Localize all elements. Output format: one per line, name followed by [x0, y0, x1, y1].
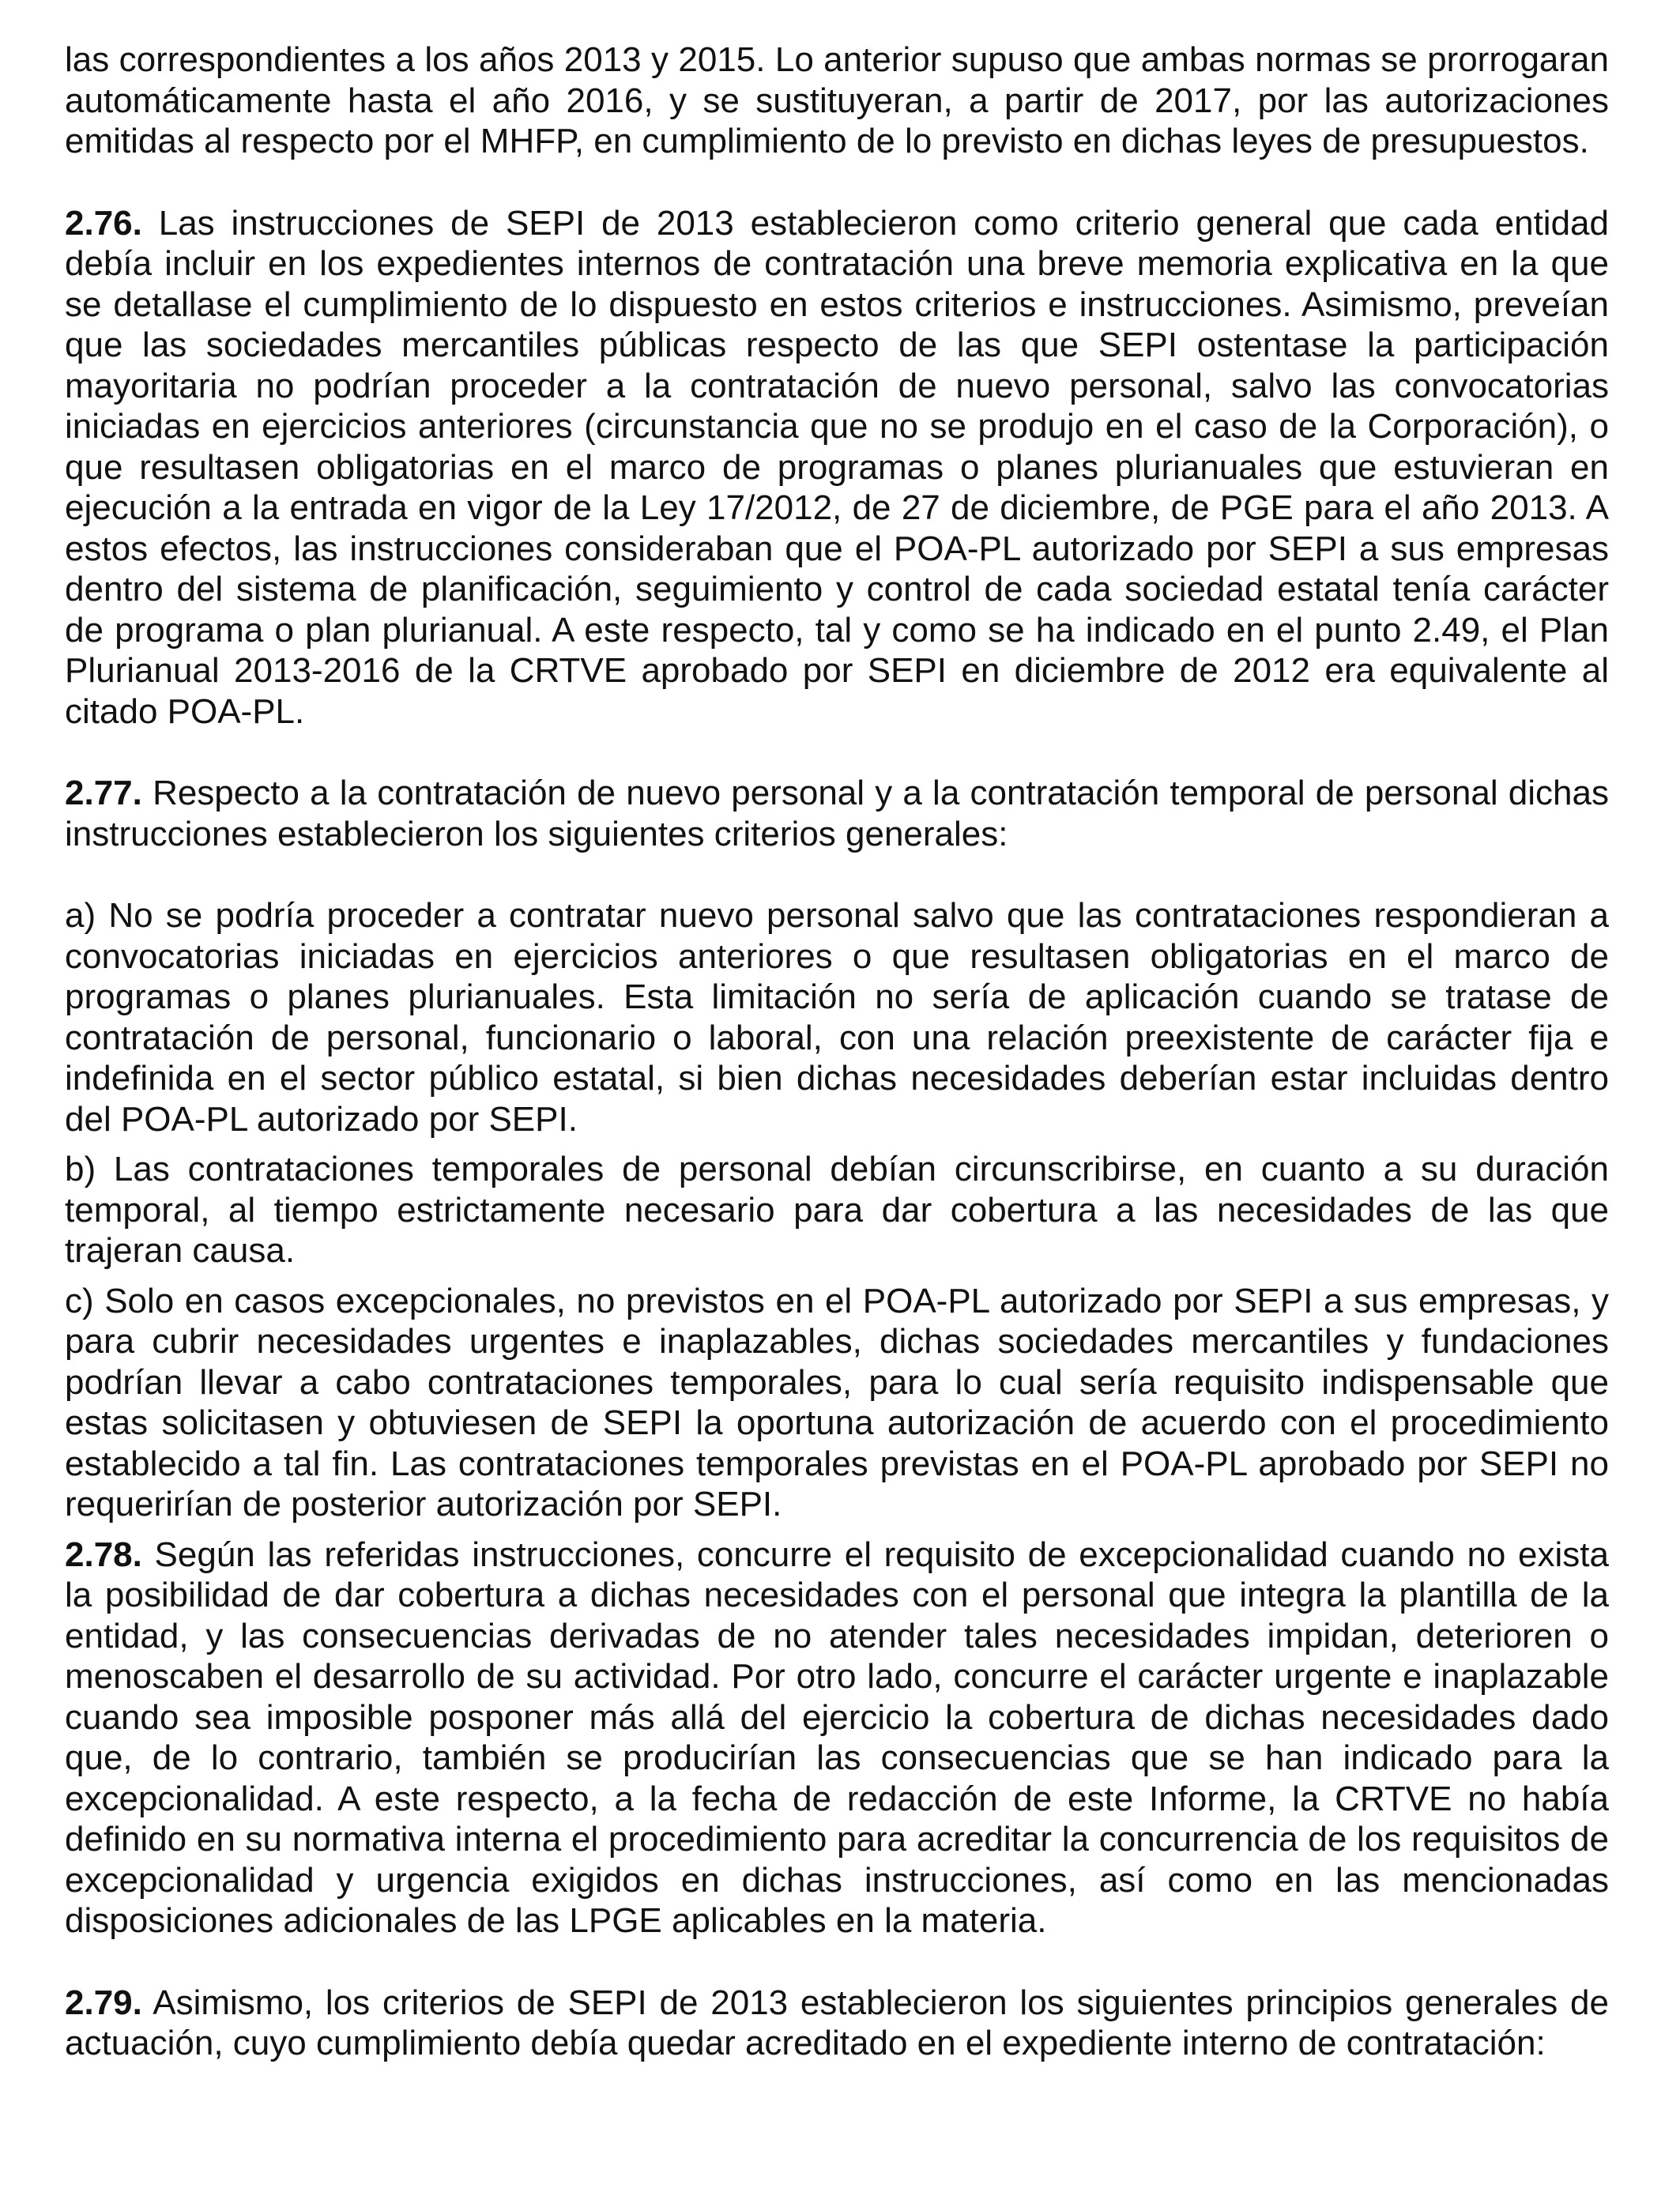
paragraph-text: Según las referidas instrucciones, concurre el requisito de excepcionalidad cuando no exista la posibilidad de dar cobertura a dichas necesidades con el personal que integra la plantilla de la entidad, y las consecuencias derivadas de no atender tales necesidades impidan, deterioren o menoscaben el desarrollo de su actividad. Por otro lado, concurre el carácter urgente e inaplazable cuando sea imposible posponer más allá del ejercicio la cobertura de dichas necesidades dado que, de lo contrario, también se producirían las consecuencias que se han indicado para la excepcionalidad. A este respecto, a la fecha de redacción de este Informe, la CRTVE no había definido en su normativa interna el procedimiento para acreditar la concurrencia de los requisitos de excepcionalidad y urgencia exigidos en dichas instrucciones, así como en las mencionadas disposiciones adicionales de las LPGE aplicables en la materia. [65, 1535, 1609, 1940]
criteria-item-b: b) Las contrataciones temporales de personal debían circunscribirse, en cuanto a su duración temporal, al tiempo estrictamente necesario para dar cobertura a las necesidades de las que trajeran causa. [65, 1150, 1609, 1270]
paragraph-number: 2.76. [65, 203, 142, 243]
criteria-item-a: a) No se podría proceder a contratar nuevo personal salvo que las contrataciones respondieran a convocatorias iniciadas en ejercicios anteriores o que resultasen obligatorias en el marco de programas o planes plurianuales. Esta limitación no sería de aplicación cuando se tratase de contratación de personal, funcionario o laboral, con una relación preexistente de carácter fija e indefinida en el sector público estatal, si bien dichas necesidades deberían estar incluidas dentro del POA-PL autorizado por SEPI. [65, 896, 1609, 1139]
paragraph-text: Asimismo, los criterios de SEPI de 2013 establecieron los siguientes principios generales de actuación, cuyo cumplimiento debía quedar acreditado en el expediente interno de contratación: [65, 1983, 1610, 2062]
paragraph-number: 2.77. [65, 774, 142, 812]
paragraph-number: 2.78. [65, 1535, 142, 1574]
intro-paragraph: las correspondientes a los años 2013 y 2015. Lo anterior supuso que ambas normas se prorrogaran automáticamente hasta el año 2016, y se sustituyeran, a partir de 2017, por las autorizaciones emitidas al respecto por el MHFP, en cumplimiento de lo previsto en dichas leyes de presupuestos. [65, 40, 1609, 160]
paragraph-2-76 [65, 203, 1609, 733]
paragraph-text: Respecto a la contratación de nuevo personal y a la contratación temporal de personal dichas instrucciones establecieron los siguientes criterios generales: [65, 774, 1609, 853]
paragraph-number: 2.79. [65, 1983, 142, 2022]
paragraph-text: Las instrucciones de SEPI de 2013 establecieron como criterio general que cada entidad debía incluir en los expedientes internos de contratación una breve memoria explicativa en la que se detallase el cumplimiento de lo dispuesto en estos criterios e instrucciones. Asimismo, preveían que las sociedades mercantiles públicas respecto de las que SEPI ostentase la participación mayoritaria no podrían proceder a la contratación de nuevo personal, salvo las convocatorias iniciadas en ejercicios anteriores (circunstancia que no se produjo en el caso de la Corporación), o que resultasen obligatorias en el marco de programas o planes plurianuales que estuvieran en ejecución a la entrada en vigor de la Ley 17/2012, de 27 de diciembre, de PGE para el año 2013. A estos efectos, las instrucciones consideraban que el POA-PL autorizado por SEPI a sus empresas dentro del sistema de planificación, seguimiento y control de cada sociedad estatal tenía carácter de programa o plan plurianual. A este respecto, tal y como se ha indicado en el punto 2.49, el Plan Plurianual 2013-2016 de la CRTVE aprobado por SEPI en diciembre de 2012 era equivalente al citado POA-PL. [65, 203, 1609, 731]
paragraph-2-77 [65, 773, 1609, 854]
paragraph-2-79 [65, 1983, 1609, 2064]
criteria-item-c: c) Solo en casos excepcionales, no previstos en el POA-PL autorizado por SEPI a sus empresas, y para cubrir necesidades urgentes e inaplazables, dichas sociedades mercantiles y fundaciones podrían llevar a cabo contrataciones temporales, para lo cual sería requisito indispensable que estas solicitasen y obtuviesen de SEPI la oportuna autorización de acuerdo con el procedimiento establecido a tal fin. Las contrataciones temporales previstas en el POA-PL aprobado por SEPI no requerirían de posterior autorización por SEPI. [65, 1281, 1609, 1523]
paragraph-2-78 [65, 1535, 1609, 1942]
